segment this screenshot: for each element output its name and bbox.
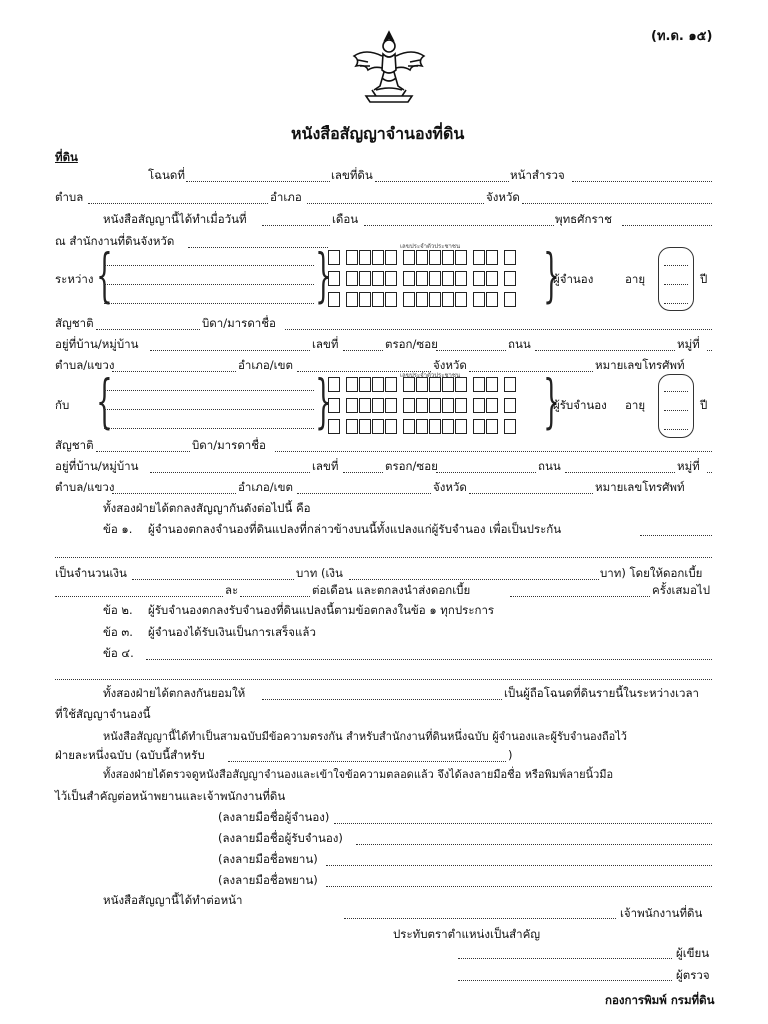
id-digit-box[interactable]: [403, 292, 415, 307]
age-box: [658, 247, 694, 311]
id-box-group: [504, 419, 516, 434]
id-digit-box[interactable]: [359, 292, 371, 307]
id-digit-box[interactable]: [442, 377, 454, 392]
road-field[interactable]: [565, 472, 675, 473]
province2-label: จังหวัด: [433, 358, 467, 372]
id-digit-box[interactable]: [359, 398, 371, 413]
id-digit-box[interactable]: [416, 292, 428, 307]
age-field-2[interactable]: [664, 410, 688, 411]
id-box-row: [328, 250, 520, 265]
mortgagee-name-2[interactable]: [104, 409, 314, 410]
id-digit-box[interactable]: [442, 419, 454, 434]
consent-label: ทั้งสองฝ่ายได้ตกลงกันยอมให้: [103, 686, 246, 700]
id-digit-box[interactable]: [346, 250, 358, 265]
parents-label: บิดา/มารดาชื่อ: [192, 438, 266, 452]
id-digit-box[interactable]: [372, 271, 384, 286]
id-box-group: [504, 271, 516, 286]
year-field[interactable]: [622, 225, 712, 226]
id-box-group: [346, 271, 397, 286]
survey-page-field[interactable]: [572, 181, 712, 182]
sign-witness-1-field[interactable]: [326, 865, 712, 866]
district-field[interactable]: [297, 493, 431, 494]
clause-3-text: ผู้จำนองได้รับเงินเป็นการเสร็จแล้ว: [148, 625, 316, 639]
id-digit-box[interactable]: [455, 398, 467, 413]
id-label: เลขประจำตัวประชาชน: [400, 243, 461, 250]
id-box-group: [403, 292, 467, 307]
copy-for-field[interactable]: [228, 761, 506, 762]
id-digit-box[interactable]: [346, 292, 358, 307]
address-field[interactable]: [150, 472, 310, 473]
holder-label: เป็นผู้ถือโฉนดที่ดินรายนี้ในระหว่างเวลา: [504, 686, 700, 700]
mortgagor-role: ผู้จำนอง: [553, 272, 594, 286]
id-box-group: [328, 398, 340, 413]
year-label: พุทธศักราช: [555, 212, 612, 226]
id-box-row: [328, 419, 520, 434]
clause-1-no: ข้อ ๑.: [103, 522, 133, 536]
id-box-group: [346, 419, 397, 434]
age-label: อายุ: [625, 272, 646, 286]
id-digit-box[interactable]: [328, 250, 340, 265]
interest-field[interactable]: [55, 596, 223, 597]
id-box-group: [473, 292, 498, 307]
id-digit-box[interactable]: [416, 271, 428, 286]
clause-4-no: ข้อ ๔.: [103, 646, 134, 660]
id-digit-box[interactable]: [486, 271, 498, 286]
nationality-label: สัญชาติ: [55, 316, 94, 330]
age-field-3[interactable]: [664, 429, 688, 430]
alley-label: ตรอก/ซอย: [385, 459, 438, 473]
id-box-group: [346, 377, 397, 392]
id-box-group: [403, 419, 467, 434]
id-digit-box[interactable]: [346, 271, 358, 286]
id-digit-box[interactable]: [416, 250, 428, 265]
seal-label: ประทับตราตำแหน่งเป็นสำคัญ: [393, 927, 541, 941]
baht-words-label: บาท (เงิน: [296, 566, 343, 580]
id-digit-box[interactable]: [455, 271, 467, 286]
id-digit-box[interactable]: [455, 292, 467, 307]
id-digit-box[interactable]: [429, 419, 441, 434]
id-digit-box[interactable]: [429, 271, 441, 286]
id-digit-box[interactable]: [385, 250, 397, 265]
province2-field[interactable]: [469, 493, 593, 494]
tambon-field[interactable]: [88, 203, 268, 204]
nationality-field[interactable]: [96, 329, 200, 330]
id-digit-box[interactable]: [455, 250, 467, 265]
id-digit-box[interactable]: [429, 292, 441, 307]
section-land: ที่ดิน: [55, 150, 78, 164]
sign-witness-1: (ลงลายมือชื่อพยาน): [218, 852, 318, 866]
agreement-intro: ทั้งสองฝ่ายได้ตกลงสัญญากันดังต่อไปนี้ คือ: [103, 501, 311, 515]
amount-field[interactable]: [132, 579, 294, 580]
id-digit-box[interactable]: [486, 250, 498, 265]
id-digit-box[interactable]: [372, 419, 384, 434]
id-digit-box[interactable]: [473, 419, 485, 434]
id-box-group: [346, 398, 397, 413]
checker-label: ผู้ตรวจ: [676, 968, 710, 982]
id-digit-box[interactable]: [403, 377, 415, 392]
id-digit-box[interactable]: [455, 419, 467, 434]
id-digit-box[interactable]: [372, 250, 384, 265]
mortgagor-name-1[interactable]: [104, 265, 314, 266]
per-label: ละ: [225, 583, 239, 597]
phone-label: หมายเลขโทรศัพท์: [595, 480, 685, 494]
house-no-label: เลขที่: [312, 337, 339, 351]
id-box-group: [504, 250, 516, 265]
id-digit-box[interactable]: [403, 250, 415, 265]
office-field[interactable]: [188, 247, 328, 248]
address-field[interactable]: [150, 350, 310, 351]
holder-label-2: ที่ใช้สัญญาจำนองนี้: [55, 707, 151, 721]
copies-end: ): [508, 748, 513, 762]
id-box-group: [346, 250, 397, 265]
id-box-group: [403, 271, 467, 286]
id-digit-box[interactable]: [486, 292, 498, 307]
alley-label: ตรอก/ซอย: [385, 337, 438, 351]
interest-pay-field[interactable]: [510, 596, 650, 597]
id-digit-box[interactable]: [429, 250, 441, 265]
id-digit-box[interactable]: [346, 377, 358, 392]
id-digit-box[interactable]: [504, 377, 516, 392]
id-digit-box[interactable]: [385, 419, 397, 434]
review-text-1: ทั้งสองฝ่ายได้ตรวจดูหนังสือสัญญาจำนองและเข้าใจข้อความตลอดแล้ว จึงได้ลงลายมือชื่อ หรือพิมพ์ลายนิ้วมือ: [103, 768, 614, 781]
age-field-3[interactable]: [664, 303, 688, 304]
id-digit-box[interactable]: [359, 271, 371, 286]
amphoe-label: อำเภอ: [270, 190, 302, 204]
id-digit-box[interactable]: [486, 398, 498, 413]
id-box-group: [473, 419, 498, 434]
interest-label: บาท) โดยให้ดอกเบี้ย: [600, 566, 703, 580]
id-digit-box[interactable]: [416, 398, 428, 413]
road-label: ถนน: [538, 459, 561, 473]
subdistrict-label: ตำบล/แขวง: [55, 358, 115, 372]
id-box-row: [328, 377, 520, 392]
blank-line[interactable]: [55, 679, 712, 680]
mortgagee-name-3[interactable]: [104, 428, 314, 429]
province2-field[interactable]: [469, 371, 593, 372]
province-label: จังหวัด: [486, 190, 520, 204]
house-no-field[interactable]: [343, 350, 383, 351]
alley-field[interactable]: [436, 472, 536, 473]
subdistrict-label: ตำบล/แขวง: [55, 480, 115, 494]
id-digit-box[interactable]: [473, 377, 485, 392]
id-digit-box[interactable]: [403, 398, 415, 413]
id-digit-box[interactable]: [359, 250, 371, 265]
sign-mortgagor-field[interactable]: [334, 823, 712, 824]
district-label: อำเภอ/เขต: [238, 480, 293, 494]
id-label: เลขประจำตัวประชาชน: [400, 372, 461, 379]
review-text-2: ไว้เป็นสำคัญต่อหน้าพยานและเจ้าพนักงานที่ดิน: [55, 789, 286, 803]
address-label: อยู่ที่บ้าน/หมู่บ้าน: [55, 459, 139, 473]
id-box-group: [328, 250, 340, 265]
id-digit-box[interactable]: [416, 377, 428, 392]
district-label: อำเภอ/เขต: [238, 358, 293, 372]
nationality-label: สัญชาติ: [55, 438, 94, 452]
phone-label: หมายเลขโทรศัพท์: [595, 358, 685, 372]
right-brace: }: [315, 241, 332, 309]
right-brace: }: [543, 241, 560, 309]
times-label: ครั้งเสมอไป: [652, 583, 711, 597]
province-field[interactable]: [522, 203, 712, 204]
clause-1-text: ผู้จำนองตกลงจำนองที่ดินแปลงที่กล่าวข้างบนนี้ทั้งแปลงแก่ผู้รับจำนอง เพื่อเป็นประกัน: [148, 522, 562, 536]
moo-field[interactable]: [707, 350, 712, 351]
land-no-label: เลขที่ดิน: [331, 168, 373, 182]
address-label: อยู่ที่บ้าน/หมู่บ้าน: [55, 337, 139, 351]
house-no-label: เลขที่: [312, 459, 339, 473]
id-digit-box[interactable]: [442, 250, 454, 265]
id-box-group: [473, 271, 498, 286]
writer-label: ผู้เขียน: [676, 946, 710, 960]
id-box-group: [403, 250, 467, 265]
house-no-field[interactable]: [343, 472, 383, 473]
id-digit-box[interactable]: [372, 398, 384, 413]
id-digit-box[interactable]: [473, 398, 485, 413]
id-digit-box[interactable]: [442, 398, 454, 413]
checker-field[interactable]: [458, 980, 672, 981]
id-box-row: [328, 292, 520, 307]
id-digit-box[interactable]: [486, 419, 498, 434]
month-field[interactable]: [364, 225, 554, 226]
sign-mortgagor: (ลงลายมือชื่อผู้จำนอง): [218, 810, 330, 824]
id-box-group: [504, 377, 516, 392]
right-brace: }: [543, 367, 560, 435]
id-digit-box[interactable]: [328, 398, 340, 413]
made-on-day-field[interactable]: [262, 225, 330, 226]
clause-2-text: ผู้รับจำนองตกลงรับจำนองที่ดินแปลงนี้ตามข้อตกลงในข้อ ๑ ทุกประการ: [148, 603, 495, 617]
moo-label: หมู่ที่: [677, 337, 700, 351]
id-digit-box[interactable]: [473, 250, 485, 265]
id-box-group: [504, 398, 516, 413]
id-digit-box[interactable]: [403, 271, 415, 286]
per-field[interactable]: [240, 596, 310, 597]
baht-words-field[interactable]: [349, 579, 599, 580]
mortgagor-name-2[interactable]: [104, 284, 314, 285]
sign-mortgagee-field[interactable]: [356, 844, 712, 845]
page-title: หนังสือสัญญาจำนองที่ดิน: [291, 124, 465, 143]
id-digit-box[interactable]: [486, 377, 498, 392]
mortgagor-name-3[interactable]: [104, 303, 314, 304]
copies-text-1: หนังสือสัญญานี้ได้ทำเป็นสามฉบับมีข้อความตรงกัน สำหรับสำนักงานที่ดินหนึ่งฉบับ ผู้จำนองและผู้รับจำนองถือไว้: [103, 730, 627, 743]
nationality-field[interactable]: [96, 451, 190, 452]
id-digit-box[interactable]: [403, 419, 415, 434]
copies-text-2: ฝ่ายละหนึ่งฉบับ (ฉบับนี้สำหรับ: [55, 748, 205, 762]
left-brace: {: [96, 241, 113, 309]
right-brace: }: [315, 367, 332, 435]
month-label: เดือน: [332, 212, 359, 226]
id-digit-box[interactable]: [359, 377, 371, 392]
id-box-group: [328, 377, 340, 392]
id-digit-box[interactable]: [429, 398, 441, 413]
mortgagee-name-1[interactable]: [104, 390, 314, 391]
clause-2-no: ข้อ ๒.: [103, 603, 133, 617]
year-unit: ปี: [700, 272, 708, 286]
parents-label: บิดา/มารดาชื่อ: [202, 316, 276, 330]
id-digit-box[interactable]: [346, 398, 358, 413]
alley-field[interactable]: [436, 350, 506, 351]
id-box-group: [473, 377, 498, 392]
moo-field[interactable]: [707, 472, 712, 473]
between-label: ระหว่าง: [55, 272, 94, 286]
id-box-group: [403, 398, 467, 413]
clause-1-field[interactable]: [640, 535, 712, 536]
id-digit-box[interactable]: [346, 419, 358, 434]
id-box-row: [328, 271, 520, 286]
id-digit-box[interactable]: [359, 419, 371, 434]
id-box-group: [328, 292, 340, 307]
id-digit-box[interactable]: [504, 419, 516, 434]
year-unit: ปี: [700, 398, 708, 412]
id-digit-box[interactable]: [416, 419, 428, 434]
age-field-1[interactable]: [664, 391, 688, 392]
land-no-field[interactable]: [375, 181, 509, 182]
survey-page-label: หน้าสำรวจ: [510, 168, 565, 182]
id-digit-box[interactable]: [328, 419, 340, 434]
id-box-group: [473, 250, 498, 265]
id-digit-box[interactable]: [473, 271, 485, 286]
tambon-label: ตำบล: [55, 190, 84, 204]
printer-label: กองการพิมพ์ กรมที่ดิน: [605, 993, 715, 1007]
writer-field[interactable]: [458, 958, 672, 959]
id-digit-box[interactable]: [328, 292, 340, 307]
clause-4-field[interactable]: [146, 659, 712, 660]
id-digit-box[interactable]: [504, 250, 516, 265]
id-box-group: [473, 398, 498, 413]
made-before-label: หนังสือสัญญานี้ได้ทำต่อหน้า: [103, 893, 243, 907]
id-digit-box[interactable]: [504, 398, 516, 413]
road-field[interactable]: [535, 350, 675, 351]
mortgagee-role: ผู้รับจำนอง: [553, 398, 607, 412]
id-digit-box[interactable]: [328, 271, 340, 286]
id-digit-box[interactable]: [385, 271, 397, 286]
province2-label: จังหวัด: [433, 480, 467, 494]
officer-sign-field[interactable]: [344, 918, 616, 919]
holder-field[interactable]: [262, 699, 502, 700]
amphoe-field[interactable]: [307, 203, 484, 204]
age-label: อายุ: [625, 398, 646, 412]
id-digit-box[interactable]: [442, 271, 454, 286]
left-brace: {: [96, 367, 113, 435]
id-box-row: [328, 398, 520, 413]
id-digit-box[interactable]: [504, 292, 516, 307]
id-digit-box[interactable]: [372, 292, 384, 307]
officer-label: เจ้าพนักงานที่ดิน: [620, 906, 703, 920]
per-month-label: ต่อเดือน และตกลงนำส่งดอกเบี้ย: [312, 583, 471, 597]
id-digit-box[interactable]: [372, 377, 384, 392]
id-digit-box[interactable]: [429, 377, 441, 392]
id-digit-box[interactable]: [504, 271, 516, 286]
clause-3-no: ข้อ ๓.: [103, 625, 133, 639]
id-digit-box[interactable]: [328, 377, 340, 392]
id-digit-box[interactable]: [455, 377, 467, 392]
age-field-2[interactable]: [664, 284, 688, 285]
with-label: กับ: [55, 398, 70, 412]
form-code: (ท.ด. ๑๕): [651, 29, 713, 44]
sign-witness-2-field[interactable]: [326, 886, 712, 887]
id-digit-box[interactable]: [385, 292, 397, 307]
id-box-group: [504, 292, 516, 307]
office-label: ณ สำนักงานที่ดินจังหวัด: [55, 234, 175, 248]
id-digit-box[interactable]: [385, 377, 397, 392]
made-on-label: หนังสือสัญญานี้ได้ทำเมื่อวันที่: [103, 212, 247, 226]
road-label: ถนน: [508, 337, 531, 351]
id-box-group: [346, 292, 397, 307]
deed-no-field[interactable]: [186, 181, 330, 182]
parents-field[interactable]: [275, 451, 712, 452]
deed-no-label: โฉนดที่: [148, 168, 185, 182]
moo-label: หมู่ที่: [677, 459, 700, 473]
id-digit-box[interactable]: [442, 292, 454, 307]
sign-witness-2: (ลงลายมือชื่อพยาน): [218, 873, 318, 887]
id-digit-box[interactable]: [473, 292, 485, 307]
garuda-emblem-icon: [346, 26, 432, 112]
subdistrict-field[interactable]: [112, 493, 236, 494]
blank-line[interactable]: [55, 557, 712, 558]
id-digit-box[interactable]: [385, 398, 397, 413]
sign-mortgagee: (ลงลายมือชื่อผู้รับจำนอง): [218, 831, 343, 845]
id-box-group: [403, 377, 467, 392]
id-box-group: [328, 271, 340, 286]
parents-field[interactable]: [285, 329, 712, 330]
id-box-group: [328, 419, 340, 434]
subdistrict-field[interactable]: [112, 371, 236, 372]
amount-label: เป็นจำนวนเงิน: [55, 566, 127, 580]
age-field-1[interactable]: [664, 265, 688, 266]
